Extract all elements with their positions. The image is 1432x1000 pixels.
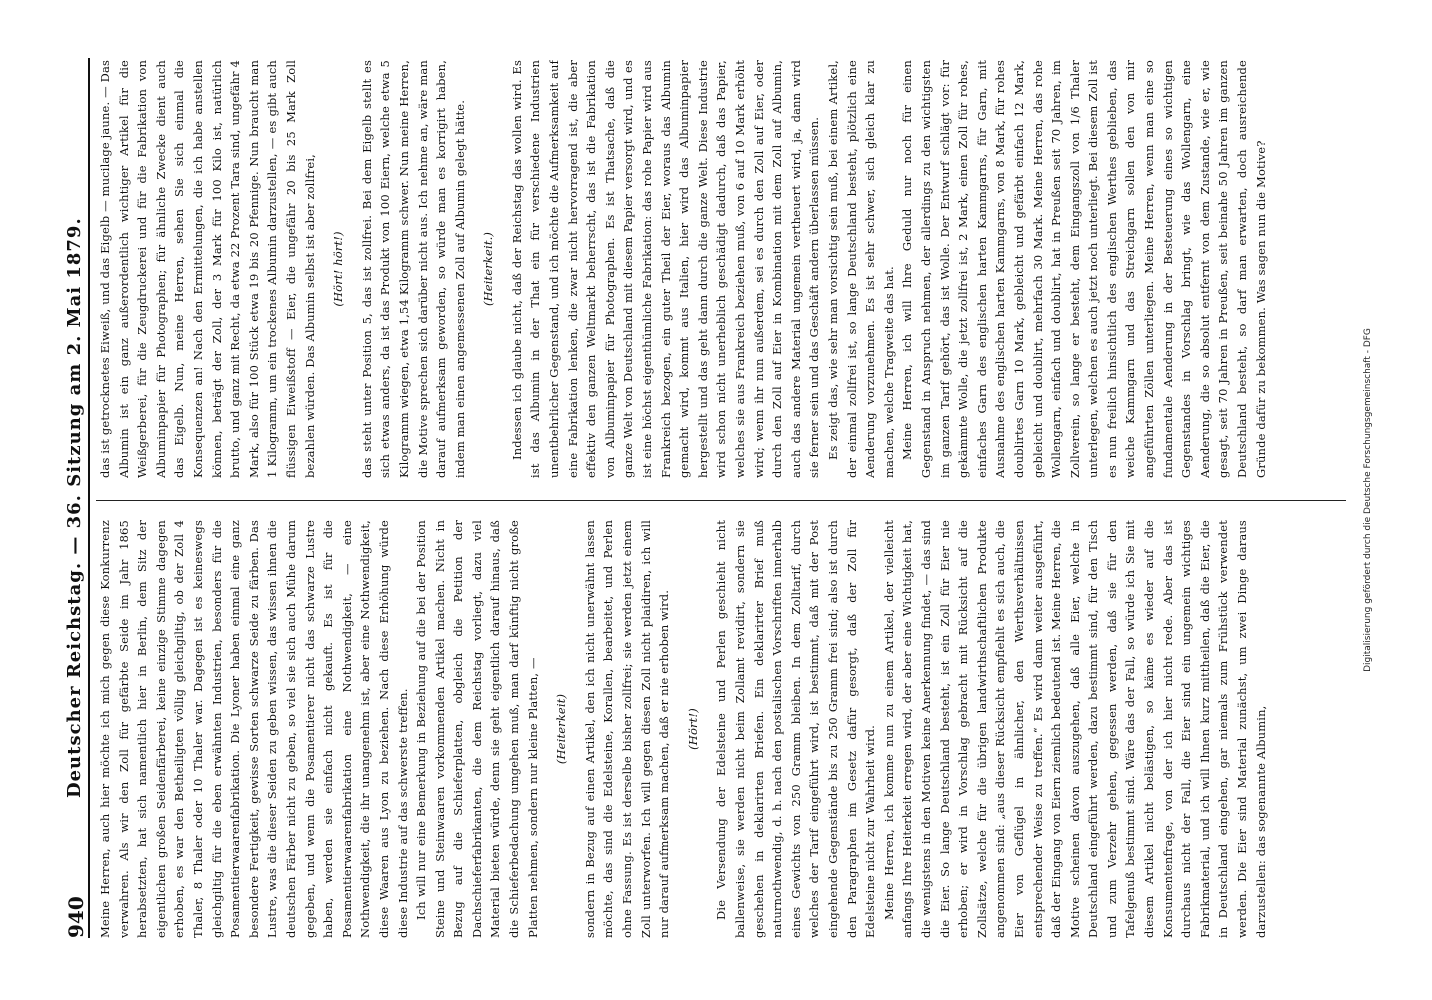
left-column: [96, 520, 1346, 938]
interjection: (Heiterkeit.): [481, 231, 496, 307]
paragraph: Die Versendung der Edelsteine und Perlen geschieht nicht ballenweise, sie werden nicht beim Zollamt revidirt, sondern sie geschehen in deklarirten Briefen. Ein deklarirter Brief muß naturnothwendig, d. h. nach den postalischen Vorschriften innerhalb eines Gewichts von 250 Gramm bleiben. In dem Zolltarif, durch welches der Tarif eingeführt wird, ist bestimmt, daß mit der Post eingehende Gegenstände bis zu 250 Gramm frei sind; also ist durch den Paragraphen im Gesetz dafür gesorgt, daß der Zoll für Edelsteine nicht zur Wahrheit wird.: [714, 520, 878, 938]
paragraph: Meine Herren, auch hier möchte ich mich gegen diese Konkurrenz verwahren. Als wir den Zoll für gefärbte Seide im Jahr 1865 herabsetzten, hat sich namentlich hier in Berlin, dem Sitz der eigentlichen großen Seidenfärberei, keine einzige Stimme dagegen erhoben, es war den Betheiligten völlig gleichgiltig, ob der Zoll 4 Thaler, 8 Thaler oder 10 Thaler war. Dagegen ist es keineswegs gleichgiltig für die eben erwähnten Industrien, besonders für die Posamentierwaarenfabrikation. Die Lyoner haben einmal eine ganz besondere Fertigkeit, gewisse Sorten schwarze Seide zu färben. Das Lustre, was die dieser Seiden zu geben wissen, das wissen ihnen die deutschen Färber nicht zu geben, so viel sie sich auch Mühe darum gegeben, und wenn die Posamentierer nicht das schwarze Lustre haben, werden sie einfach nicht gekauft. Es ist für die Posamentierwaarenfabrikation eine Nothwendigkeit, — eine Nothwendigkeit, die ihr unangenehm ist, aber eine Nothwendigkeit, diese Waaren aus Lyon zu beziehen. Nach diese Erhöhung würde diese Industrie auf das schwerste treffen.: [98, 520, 410, 938]
paragraph: das steht unter Position 5, das ist zollfrei. Bei dem Eigelb stellt es sich etwas anders, da ist das Produkt von 100 Eiern, welche etwa 5 Kilogramm wiegen, etwa 1,54 Kilogramm schwer. Nun meine Herren, die Motive sprechen sich darüber nicht aus. Ich nehme an, wäre man darauf aufmerksam geworden, so würde man es korrigirt haben, indem man einen angemessenen Zoll auf Albumin gelegt hätte.: [359, 60, 467, 478]
page-header: [64, 58, 90, 938]
page-number: 940: [64, 896, 88, 938]
digitization-credit: Digitalisierung gefördert durch die Deutsche Forschungsgemeinschaft - DFG: [1363, 328, 1373, 672]
paragraph: Es zeigt das, wie sehr man vorsichtig sein muß, bei einem Artikel, der einmal zollfrei ist, so lange Deutschland besteht, plötzlich eine Aenderung vorzunehmen. Es ist sehr schwer, sich gleich klar zu machen, welche Tragweite das hat.: [825, 60, 896, 478]
column-divider: [96, 500, 1346, 501]
digitization-note: [1362, 120, 1422, 880]
paragraph: sondern in Bezug auf einen Artikel, den ich nicht unerwähnt lassen möchte, das sind die Edelsteine, Korallen, bearbeitet, und Perlen ohne Fassung. Es ist derselbe bisher zollfrei; sie werden jetzt einem Zoll unterworfen. Ich will gegen diesen Zoll nicht plaidiren, ich will nur darauf aufmerksam machen, daß er nie erhoben wird.: [582, 520, 672, 938]
paragraph: Meine Herren, ich will Ihre Geduld nur noch für einen Gegenstand in Anspruch nehmen, der allerdings zu den wichtigsten im ganzen Tarif gehört, das ist Wolle. Der Entwurf schlägt vor: für gekämmte Wolle, die jetzt zollfrei ist, 2 Mark, einen Zoll für rohes, einfaches Garn des englischen harten Kammgarns, für Garn, mit Ausnahme des englischen harten Kammgarns, von 8 Mark, für rohes doublirtes Garn 10 Mark, gebleicht und gefärbt einfach 12 Mark, gebleicht und doublirt, mehrfach 30 Mark. Meine Herren, das rohe Wollengarn, einfach und doublirt, hat in Preußen seit 70 Jahren, im Zollverein, so lange er besteht, dem Eingangszoll von 1/6 Thaler unterlegen, welchen es auch jetzt noch unterliegt. Bei diesem Zoll ist es nun freilich hinsichtlich des englischen Werthes geblieben, das weiche Kammgarn und das Streichgarn sollen den von mir angeführten Zöllen unterliegen. Meine Herren, wenn man eine so fundamentale Aenderung in der Besteuerung eines so wichtigen Gegenstandes in Vorschlag bringt, wie das Wollengarn, eine Aenderung, die so absolut entfernt von dem Zustande, wie er, wie gesagt, seit 70 Jahren in Preußen, seit beinahe 50 Jahren im ganzen Deutschland besteht, so darf man erwarten, doch ausreichende Gründe dafür zu bekommen. Was sagen nun die Motive?: [900, 60, 1268, 478]
interjection: (Hört! hört!): [331, 231, 346, 307]
paragraph: das ist getrocknetes Eiweiß, und das Eigelb — mucilage jaune. — Das Albumin ist ein ganz außerordentlich wichtiger Artikel für die Weißgerberei, für die Zeugdruckerei und für die Fabrikation von Albuminpapier für Photographen; für ähnliche Zwecke dient auch das Eigelb. Nun, meine Herren, sehen Sie sich einmal die Konsequenzen an! Nach den Ermittelungen, die ich habe anstellen können, beträgt der Zoll, der 3 Mark für 100 Kilo ist, natürlich brutto, und ganz mit Recht, da etwa 22 Prozent Tara sind, ungefähr 4 Mark, also für 100 Stück etwa 19 bis 20 Pfennige. Nun braucht man 1 Kilogramm, um ein trockenes Albumin darzustellen, — es gibt auch flüssigen Eiweißstoff — Eier, die ungefähr 20 bis 25 Mark Zoll bezahlen würden. Das Albumin selbst ist aber zollfrei,: [98, 60, 317, 478]
running-head: Deutscher Reichstag. — 36. Sitzung am 2. Mai 1879.: [64, 217, 85, 798]
interjection: (Hört!): [685, 708, 700, 750]
paragraph: Indessen ich glaube nicht, daß der Reichstag das wollen wird. Es ist das Albumin in der That ein für verschiedene Industrien unentbehrlicher Gegenstand, und ich möchte die Aufmerksamkeit auf eine Fabrikation lenken, die zwar nicht hervorragend ist, die aber effektiv den ganzen Weltmarkt beherrscht, das ist die Fabrikation von Albuminpapier für Photographen. Es ist Thatsache, daß die ganze Welt von Deutschland mit diesem Papier versorgt wird, und es ist eine höchst eigenthümliche Fabrikation: das rohe Papier wird aus Frankreich bezogen, ein guter Theil der Eier, woraus das Albumin gemacht wird, kommt aus Italien, hier wird das Albuminpapier hergestellt und das geht dann durch die ganze Welt. Diese Industrie wird schon nicht unerheblich geschädigt dadurch, daß das Papier, welches sie aus Frankreich beziehen muß, von 6 auf 10 Mark erhöht wird; wenn ihr nun außerdem, sei es durch den Zoll auf Eier, oder durch den Zoll auf Eier in Kombination mit dem Zoll auf Albumin, auch das andere Material ungemein vertheuert wird, ja, dann wird sie ferner sein und das Geschäft andern überlassen müssen.: [509, 60, 822, 478]
right-column: [96, 60, 1346, 478]
paragraph: Ich will nur eine Bemerkung in Beziehung auf die bei der Position Steine und Steinwaaren vorkommenden Artikel machen. Nicht in Bezug auf die Schieferplatten, obgleich die Petition der Dachschieferfabrikanten, die dem Reichstag vorliegt, dazu viel Material bieten würde, denn sie geht eigentlich darauf hinaus, daß die Schieferbedachung umgehen muß, man darf künftig nicht große Platten nehmen, sondern nur kleine Platten, —: [414, 520, 540, 938]
interjection: (Heiterkeit): [554, 693, 569, 765]
paragraph: Meine Herren, ich komme nun zu einem Artikel, der vielleicht anfangs Ihre Heiterkeit erregen wird, der aber eine Wichtigkeit hat, die wenigstens in den Motiven keine Anerkennung findet, — das sind die Eier. So lange Deutschland besteht, ist ein Zoll für Eier nie erhoben; er wird in Vorschlag gebracht mit Rücksicht auf die Zollsätze, welche für die übrigen landwirthschaftlichen Produkte angenommen sind: „aus dieser Rücksicht empfiehlt es sich auch, die Eier von Geflügel in ähnlicher, den Werthsverhältnissen entsprechender Weise zu treffen.“ Es wird dann weiter ausgeführt, daß der Eingang von Eiern ziemlich bedeutend ist. Meine Herren, die Motive scheinen davon auszugehen, daß alle Eier, welche in Deutschland eingeführt werden, dazu bestimmt sind, für den Tisch und zum Verzehr gehen, gegessen werden, daß sie für den Tafelgenuß bestimmt sind. Wäre das der Fall, so würde ich Sie mit diesem Artikel nicht belästigen, so käme es wieder auf die Konsumentenfrage, von der ich hier nicht rede. Aber das ist durchaus nicht der Fall, die Eier sind ein ungemein wichtiges Fabrikmaterial, und ich will Ihnen kurz mittheilen, daß die Eier, die in Deutschland eingehen, gar niemals zum Frühstück verwendet werden. Die Eier sind Material zunächst, um zwei Dinge daraus darzustellen: das sogenannte Albumin,: [881, 520, 1268, 938]
